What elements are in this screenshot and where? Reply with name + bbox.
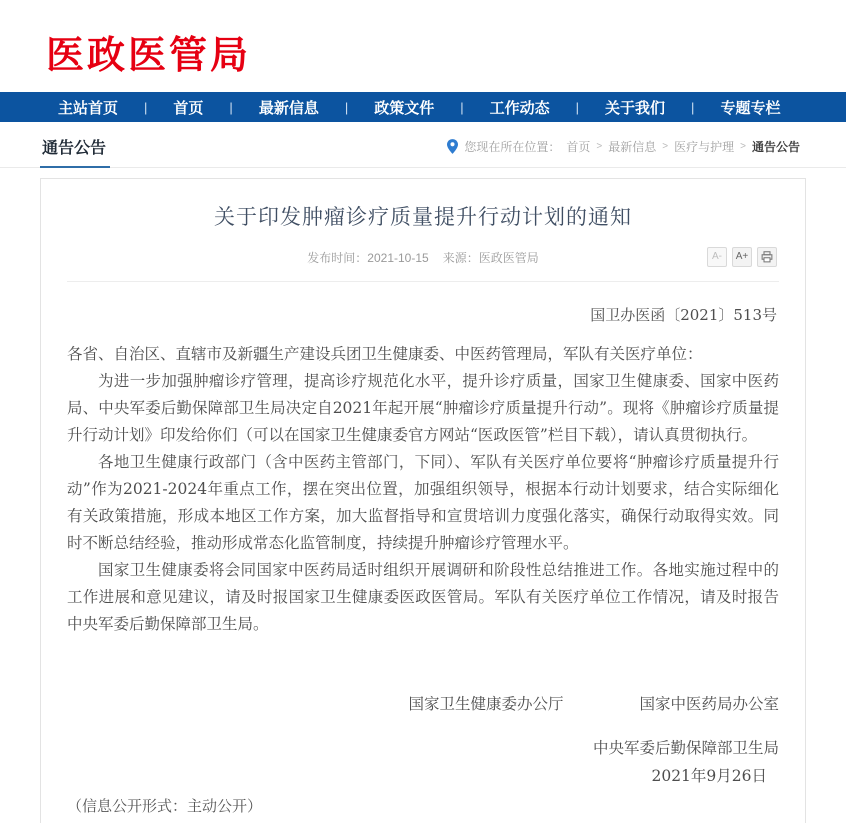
source-label: 来源： [442, 251, 479, 265]
main-nav [0, 92, 846, 122]
article-title: 关于印发肿瘤诊疗质量提升行动计划的通知 [214, 206, 632, 229]
document-body [67, 341, 779, 638]
nav-item-latest-news[interactable]: 最新信息 [258, 99, 319, 117]
nav-separator: | [144, 99, 148, 115]
body-paragraph: 各地卫生健康行政部门（含中医药主管部门，下同）、军队有关医疗单位要将“肿瘤诊疗质量提升行动”作为2021-2024年重点工作，摆在突出位置，加强组织领导，根据本行动计划要求，结合实际细化有关政策措施，形成本地区工作方案，加大监督指导和宣贯培训力度强化落实，确保行动取得实效。同时不断总结经验，推动形成常态化监管制度，持续提升肿瘤诊疗管理水平。 [67, 453, 779, 552]
breadcrumb-item-latest-news[interactable]: 最新信息 [608, 140, 657, 154]
signature-military-health: 中央军委后勤保障部卫生局 [592, 739, 779, 757]
breadcrumb-separator: > [596, 141, 603, 152]
nav-item-about-us[interactable]: 关于我们 [605, 99, 666, 117]
section-title: 通告公告 [40, 135, 110, 168]
nav-item-work-updates[interactable]: 工作动态 [489, 99, 550, 117]
breadcrumb-separator: > [662, 141, 669, 152]
article-panel [40, 178, 806, 823]
publish-time-label: 发布时间： [307, 251, 368, 265]
nav-separator: | [575, 99, 580, 115]
breadcrumb-item-home[interactable]: 首页 [566, 140, 591, 154]
breadcrumb-label: 您现在所在位置： [464, 140, 561, 154]
print-button[interactable] [757, 247, 777, 267]
nav-separator: | [460, 99, 464, 115]
breadcrumb [447, 138, 806, 167]
article-meta [67, 247, 779, 269]
body-paragraph: 为进一步加强肿瘤诊疗管理，提高诊疗规范化水平，提升诊疗质量，国家卫生健康委、国家中医药局、中央军委后勤保障部卫生局决定自2021年起开展“肿瘤诊疗质量提升行动”。现将《肿瘤诊疗质量提升行动计划》印发给你们（可以在国家卫生健康委官方网站“医政医管”栏目下载），请认真贯彻执行。 [67, 372, 779, 444]
location-pin-icon [447, 139, 458, 154]
signature-nhc-office: 国家卫生健康委办公厅 [408, 695, 564, 713]
signature-date: 2021年9月26日 [651, 767, 767, 785]
publish-date: 2021-10-15 [367, 251, 429, 265]
nav-item-policy-documents[interactable]: 政策文件 [374, 99, 435, 117]
breadcrumb-separator: > [740, 141, 746, 152]
nav-item-special-topics[interactable]: 专题专栏 [720, 99, 781, 117]
signature-row [67, 692, 779, 714]
font-larger-button[interactable]: A+ [732, 247, 752, 267]
signature-tcm-office: 国家中医药局办公室 [639, 695, 779, 713]
disclosure-footnote: （信息公开形式：主动公开） [67, 797, 263, 815]
body-paragraph: 国家卫生健康委将会同国家中医药局适时组织开展调研和阶段性总结推进工作。各地实施过程中的工作进展和意见建议，请及时报国家卫生健康委医政医管局。军队有关医疗单位工作情况，请及时报告中央军委后勤保障部卫生局。 [67, 561, 779, 633]
site-header [0, 0, 846, 92]
source-value: 医政医管局 [478, 251, 539, 265]
font-smaller-button[interactable]: A- [707, 247, 727, 267]
nav-item-home[interactable]: 首页 [173, 99, 204, 117]
article-toolbar [707, 247, 777, 267]
site-logo: 医政医管局 [46, 33, 252, 77]
printer-icon [761, 251, 773, 263]
breadcrumb-item-current: 通告公告 [751, 140, 800, 154]
nav-item-main-home[interactable]: 主站首页 [58, 99, 119, 117]
salutation-paragraph: 各省、自治区、直辖市及新疆生产建设兵团卫生健康委、中医药管理局，军队有关医疗单位： [67, 345, 703, 363]
nav-separator: | [691, 99, 695, 115]
nav-separator: | [344, 99, 349, 115]
meta-divider [67, 281, 779, 282]
breadcrumb-strip [0, 128, 846, 168]
document-number: 国卫办医函〔2021〕513号 [590, 306, 777, 324]
nav-separator: | [229, 99, 233, 115]
breadcrumb-item-medical-nursing[interactable]: 医疗与护理 [674, 140, 735, 154]
